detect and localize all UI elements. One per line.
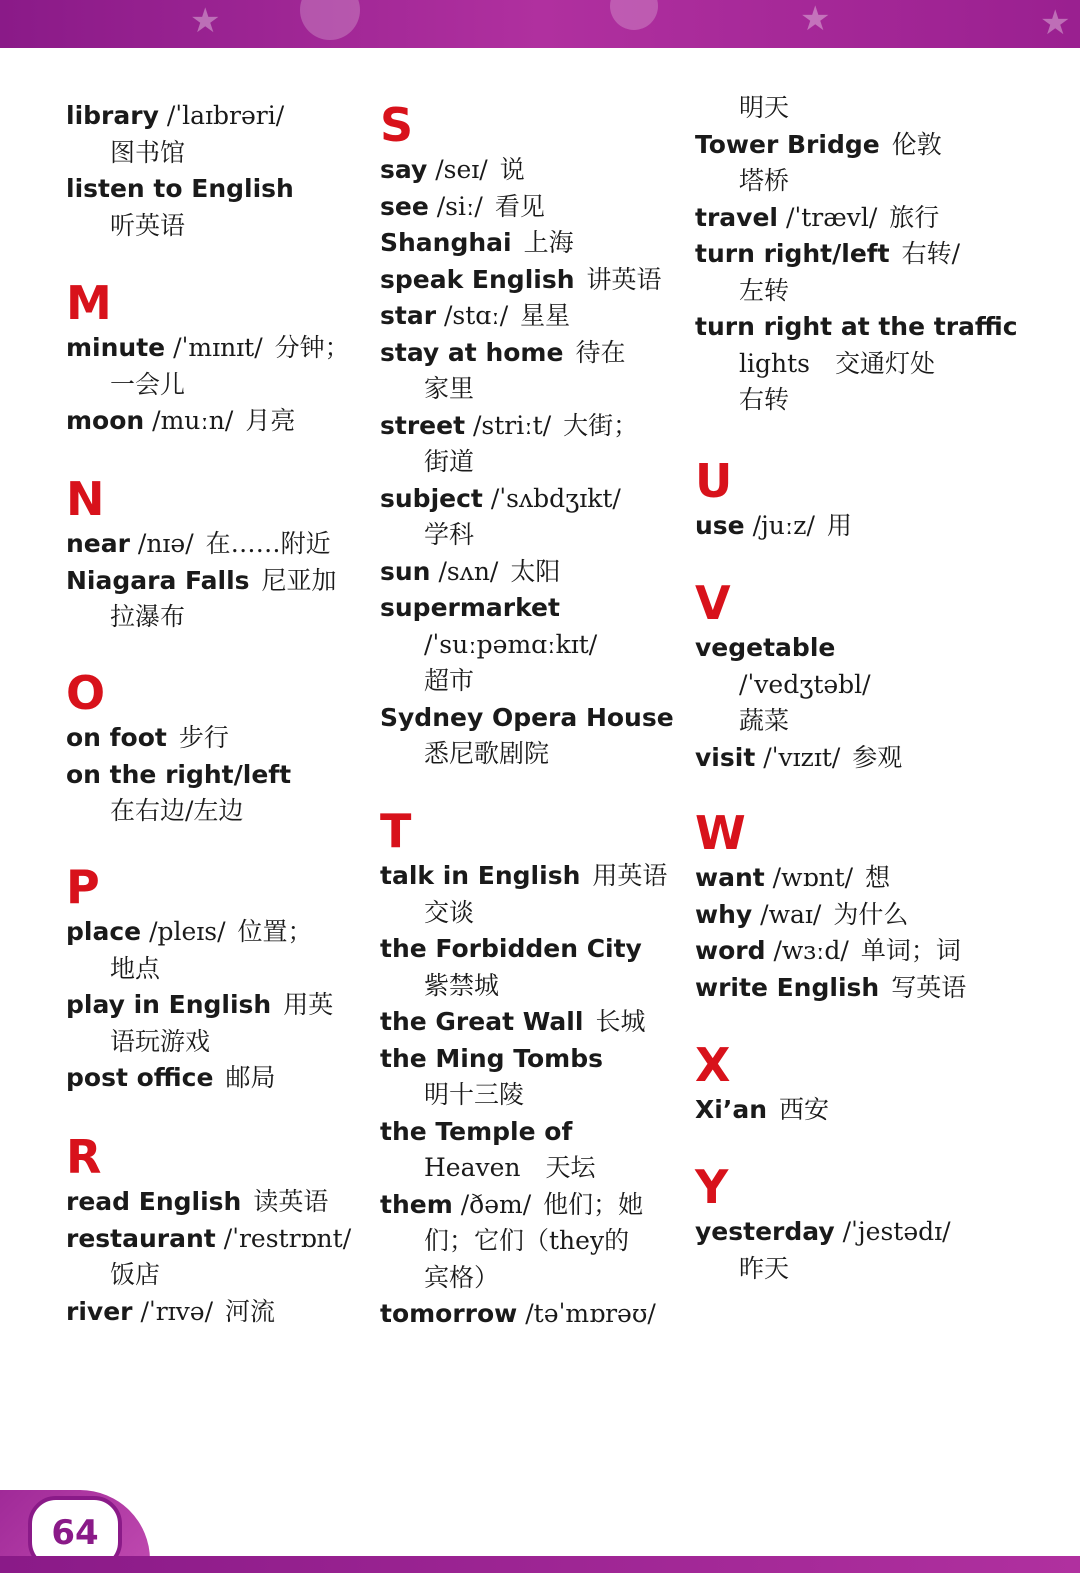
entry-continuation	[66, 951, 366, 988]
entry-chinese: 用	[826, 511, 852, 540]
vocab-entry	[380, 554, 680, 591]
section-r	[66, 1132, 366, 1330]
section-p	[66, 862, 366, 1097]
section-s	[380, 100, 680, 773]
entry-continuation	[380, 444, 680, 481]
entry-chinese: 尼亚加	[261, 565, 337, 595]
vocab-entry	[66, 526, 366, 563]
entry-chinese: 为什么	[833, 899, 909, 929]
vocab-entry	[695, 970, 1025, 1007]
section-letter: M	[66, 276, 112, 330]
entry-continuation-text: 悉尼歌剧院	[424, 739, 550, 768]
entry-phonetic: /waɪ/	[760, 899, 822, 929]
entry-continuation-text: 右转	[739, 385, 790, 414]
section-y	[695, 1162, 1025, 1287]
entry-word: the Great Wall	[380, 1007, 584, 1036]
vocab-entry	[66, 720, 366, 757]
section-letter: S	[380, 98, 414, 152]
entry-chinese: 星星	[520, 301, 571, 330]
entry-chinese: 读英语	[253, 1187, 329, 1216]
entry-continuation	[66, 367, 366, 404]
entry-chinese: 邮局	[225, 1063, 276, 1092]
entry-chinese: 看见	[494, 191, 545, 221]
vocab-entry	[695, 508, 1025, 545]
section-letter: X	[695, 1038, 731, 1092]
entry-continuation	[380, 663, 680, 700]
section-letter: O	[66, 666, 106, 720]
vocab-entry	[66, 171, 366, 208]
entry-word: travel	[695, 202, 778, 232]
entry-word: supermarket	[380, 593, 560, 622]
entry-continuation-text: /ˈsuːpəmɑːkɪt/	[424, 629, 598, 659]
entry-word: why	[695, 899, 753, 929]
section-u	[695, 456, 1025, 545]
entry-continuation	[380, 1260, 680, 1297]
vocab-entry	[380, 931, 680, 968]
entry-continuation-text: 左转	[739, 275, 790, 305]
entry-chinese: 河流	[225, 1296, 276, 1326]
entry-phonetic: /ˈmɪnɪt/	[173, 333, 263, 362]
vocab-entry	[380, 262, 680, 299]
entry-continuation	[695, 273, 1025, 310]
entry-phonetic: /striːt/	[472, 410, 552, 440]
entry-continuation	[66, 208, 366, 245]
entry-word: play in English	[66, 990, 272, 1019]
section-letter: W	[695, 806, 746, 860]
entry-chinese: 在……附近	[205, 529, 331, 558]
entry-continuation	[380, 627, 680, 664]
entry-word: place	[66, 917, 142, 946]
vocab-entry	[695, 236, 1025, 273]
entry-phonetic: /juːz/	[752, 511, 815, 540]
entry-phonetic: /ðəm/	[460, 1189, 532, 1219]
entry-continuation	[695, 1251, 1025, 1288]
section-n	[66, 474, 366, 636]
entry-continuation-text: 交谈	[424, 897, 475, 927]
entry-continuation-text: /ˈvedʒtəbl/	[739, 669, 871, 699]
vocab-entry	[380, 298, 680, 335]
entry-continuation-text: 语玩游戏	[110, 1026, 211, 1056]
entry-word: the Temple of	[380, 1116, 573, 1146]
vocab-entry	[695, 897, 1025, 934]
entry-continuation-text: 图书馆	[110, 137, 186, 167]
entry-word: write English	[695, 972, 880, 1002]
section-letter: R	[66, 1130, 102, 1184]
entry-continuation	[695, 667, 1025, 704]
entry-chinese: 想	[865, 863, 891, 892]
entry-continuation-text: 明十三陵	[424, 1080, 525, 1109]
entry-continuation-text: 宾格）	[424, 1262, 500, 1292]
vocab-entry	[695, 1214, 1025, 1251]
entry-chinese: 太阳	[510, 556, 561, 586]
entry-continuation-text: 在右边/左边	[110, 796, 244, 825]
entry-chinese: 用英语	[592, 861, 668, 890]
decor-circle	[610, 0, 658, 30]
entry-word: subject	[380, 483, 483, 513]
entry-continuation-text: lights 交通灯处	[739, 348, 935, 378]
entry-word: see	[380, 191, 429, 221]
vocab-entry	[380, 1187, 680, 1224]
vocab-entry	[66, 98, 366, 135]
star-icon: ★	[800, 0, 831, 39]
vocab-entry	[695, 630, 1025, 667]
entry-phonetic: /muːn/	[152, 406, 234, 435]
entry-continuation	[695, 163, 1025, 200]
vocab-entry	[380, 335, 680, 372]
vocab-entry	[380, 152, 680, 189]
entry-word: read English	[66, 1187, 242, 1216]
vocab-entry	[380, 858, 680, 895]
entry-continuation	[380, 968, 680, 1005]
entry-word: on the right/left	[66, 759, 292, 789]
entry-word: library	[66, 101, 159, 130]
star-icon: ★	[1040, 3, 1071, 43]
vocab-entry	[380, 225, 680, 262]
entry-continuation-text: 们；它们（they的	[424, 1226, 630, 1255]
entry-continuation	[380, 895, 680, 932]
entry-chinese: 上海	[523, 228, 574, 257]
entry-word: yesterday	[695, 1217, 835, 1246]
entries-t-continued	[695, 90, 1025, 419]
vocab-entry	[66, 563, 366, 600]
entry-continuation	[695, 382, 1025, 419]
decor-circle	[300, 0, 360, 40]
vocab-entry	[695, 127, 1025, 164]
vocab-entry	[380, 189, 680, 226]
entry-continuation	[695, 346, 1025, 383]
entry-word: stay at home	[380, 337, 564, 367]
entry-phonetic: /ˈvɪzɪt/	[763, 742, 841, 772]
entry-word: them	[380, 1189, 453, 1219]
top-decorative-band	[0, 0, 1080, 48]
entry-phonetic: /stɑː/	[443, 301, 509, 330]
entry-continuation-text: 塔桥	[739, 166, 790, 195]
entry-chinese: 用英	[283, 990, 334, 1019]
entry-word: moon	[66, 406, 145, 435]
vocab-entry	[66, 330, 366, 367]
entry-continuation	[66, 599, 366, 636]
section-m	[66, 278, 366, 440]
entry-phonetic: /sʌn/	[438, 556, 499, 586]
entry-phonetic: /pleɪs/	[149, 917, 226, 946]
vocab-entry	[380, 590, 680, 627]
entry-continuation-text: 昨天	[739, 1253, 790, 1283]
section-x	[695, 1040, 1025, 1129]
entry-phonetic: /ˈrɪvə/	[140, 1296, 214, 1326]
entry-continuation-text: 超市	[424, 666, 475, 695]
entry-chinese: 月亮	[245, 406, 296, 435]
entry-phonetic: /ˈrestrɒnt/	[223, 1223, 352, 1253]
entry-chinese: 西安	[779, 1095, 830, 1124]
section-letter: T	[380, 804, 412, 858]
entry-word: minute	[66, 333, 166, 362]
vocab-entry	[695, 860, 1025, 897]
section-w	[695, 808, 1025, 1006]
entry-continuation	[66, 1257, 366, 1294]
entry-continuation-text: 学科	[424, 520, 475, 549]
entry-continuation	[380, 1077, 680, 1114]
vocab-entry	[695, 933, 1025, 970]
vocab-entry	[66, 914, 366, 951]
entry-word: talk in English	[380, 861, 581, 890]
entry-word: restaurant	[66, 1223, 216, 1253]
entry-continuation-text: Heaven 天坛	[424, 1153, 596, 1182]
entry-continuation	[380, 736, 680, 773]
entry-word: say	[380, 155, 428, 184]
page-number: 64	[28, 1496, 122, 1570]
entry-phonetic: /wɒnt/	[772, 863, 854, 892]
entry-continuation-text: 紫禁城	[424, 970, 500, 1000]
entry-continuation	[380, 517, 680, 554]
vocab-entry	[380, 1004, 680, 1041]
entry-word: tomorrow	[380, 1299, 518, 1328]
entry-chinese: 右转/	[901, 239, 961, 268]
entry-word: Niagara Falls	[66, 565, 250, 595]
entry-phonetic: /seɪ/	[435, 155, 488, 184]
entry-continuation-text: 明天	[739, 93, 790, 122]
entry-continuation	[695, 703, 1025, 740]
vocab-entry	[66, 1294, 366, 1331]
entry-continuation-text: 拉瀑布	[110, 602, 186, 631]
entry-word: the Ming Tombs	[380, 1043, 603, 1073]
vocab-entry	[380, 1041, 680, 1078]
entry-word: turn right at the traffic	[695, 312, 1018, 341]
entry-word: vegetable	[695, 633, 836, 662]
vocab-entry	[380, 700, 680, 737]
section-letter: V	[695, 576, 731, 630]
entry-word: the Forbidden City	[380, 934, 642, 963]
entry-phonetic: /ˈtrævl/	[785, 202, 878, 232]
entry-word: Sydney Opera House	[380, 702, 674, 732]
entry-continuation	[695, 90, 1025, 127]
entry-phonetic: /ˈjestədɪ/	[842, 1217, 951, 1246]
entry-chinese: 旅行	[889, 202, 940, 232]
entry-continuation	[380, 1150, 680, 1187]
vocab-entry	[66, 1060, 366, 1097]
entry-continuation-text: 蔬菜	[739, 706, 790, 735]
entry-word: word	[695, 936, 766, 965]
entry-chinese: 单词；词	[860, 936, 961, 965]
entry-continuation-text: 家里	[424, 374, 475, 403]
vocab-entry	[380, 1114, 680, 1151]
entry-word: visit	[695, 742, 756, 772]
vocab-entry	[695, 740, 1025, 777]
entries-l-continued	[66, 98, 366, 244]
entry-word: listen to English	[66, 174, 294, 203]
entry-phonetic: /ˈlaɪbrəri/	[166, 101, 285, 130]
entry-chinese: 长城	[595, 1007, 646, 1036]
vocab-entry	[380, 1296, 680, 1333]
section-letter: P	[66, 860, 100, 914]
entry-phonetic: /wɜːd/	[773, 936, 849, 965]
entry-continuation	[380, 371, 680, 408]
entry-word: street	[380, 410, 466, 440]
vocab-entry	[66, 1184, 366, 1221]
entry-continuation-text: 饭店	[110, 1260, 161, 1289]
section-letter: U	[695, 454, 733, 508]
entry-phonetic: /təˈmɒrəʊ/	[525, 1299, 656, 1328]
entry-chinese: 他们；她	[543, 1189, 644, 1219]
entry-chinese: 伦敦	[891, 129, 942, 159]
entry-chinese: 步行	[178, 723, 229, 752]
vocab-entry	[66, 987, 366, 1024]
entry-continuation-text: 听英语	[110, 210, 186, 240]
entry-word: sun	[380, 556, 431, 586]
entry-phonetic: /siː/	[436, 191, 483, 221]
entry-continuation-text: 一会儿	[110, 369, 186, 399]
entry-word: use	[695, 511, 745, 540]
bottom-decorative-band	[0, 1556, 1080, 1573]
entry-chinese: 待在	[575, 337, 626, 367]
entry-word: post office	[66, 1063, 214, 1092]
entry-continuation	[66, 793, 366, 830]
entry-phonetic: /nɪə/	[137, 529, 194, 558]
section-o	[66, 668, 366, 830]
entry-chinese: 参观	[852, 742, 903, 772]
vocab-entry	[695, 309, 1025, 346]
vocab-entry	[380, 408, 680, 445]
entry-word: want	[695, 863, 765, 892]
entry-word: on foot	[66, 723, 167, 752]
entry-continuation	[66, 135, 366, 172]
entry-chinese: 位置；	[237, 917, 313, 946]
entry-chinese: 分钟；	[274, 333, 350, 362]
entry-continuation	[66, 1024, 366, 1061]
entry-word: Shanghai	[380, 228, 512, 257]
entry-phonetic: /ˈsʌbdʒɪkt/	[490, 483, 621, 513]
entry-word: river	[66, 1296, 133, 1326]
entry-continuation-text: 街道	[424, 447, 475, 476]
entry-continuation	[380, 1223, 680, 1260]
section-letter: Y	[695, 1160, 729, 1214]
entry-chinese: 讲英语	[586, 264, 662, 294]
entry-chinese: 写英语	[891, 972, 967, 1002]
entry-word: Xi’an	[695, 1095, 768, 1124]
vocab-entry	[66, 1221, 366, 1258]
section-letter: N	[66, 472, 105, 526]
vocab-entry	[66, 403, 366, 440]
vocab-entry	[695, 1092, 1025, 1129]
entry-word: near	[66, 529, 130, 558]
entry-chinese: 说	[499, 155, 525, 184]
vocab-entry	[380, 481, 680, 518]
vocab-entry	[66, 757, 366, 794]
entry-chinese: 大街；	[563, 410, 639, 440]
section-t	[380, 806, 680, 1333]
section-v	[695, 578, 1025, 776]
entry-word: star	[380, 301, 437, 330]
entry-word: speak English	[380, 264, 575, 294]
entry-word: turn right/left	[695, 239, 890, 268]
entry-continuation-text: 地点	[110, 953, 161, 983]
entry-word: Tower Bridge	[695, 129, 880, 159]
vocab-entry	[695, 200, 1025, 237]
star-icon: ★	[190, 1, 221, 41]
